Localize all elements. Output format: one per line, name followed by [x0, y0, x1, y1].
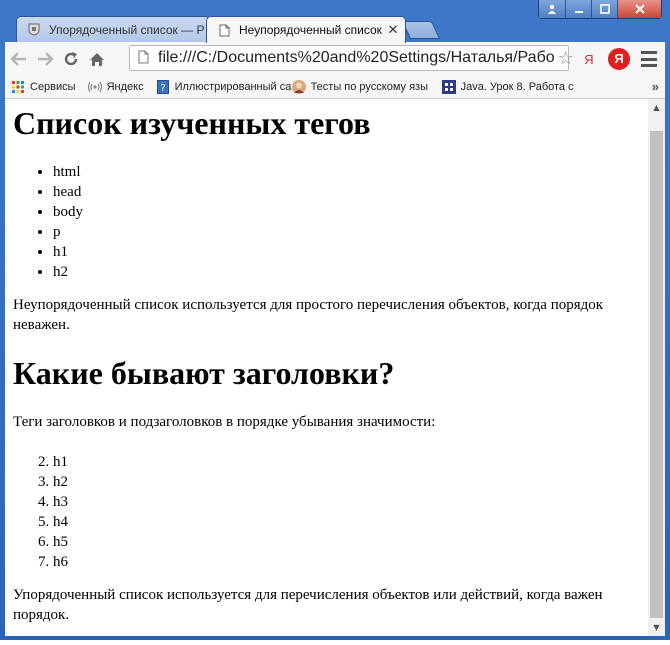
- forward-button[interactable]: [33, 47, 57, 71]
- close-icon: [635, 4, 645, 14]
- minimize-button[interactable]: [565, 0, 591, 18]
- minimize-icon: [574, 4, 584, 14]
- heading-learned-tags: Список изученных тегов: [13, 105, 371, 141]
- svg-text:?: ?: [159, 83, 166, 94]
- heading-list-item: 6. h5: [53, 532, 648, 552]
- bookmark-label: Тесты по русскому язы: [310, 81, 429, 93]
- bookmark-services[interactable]: [11, 80, 76, 94]
- tag-list-item: • h1: [53, 242, 648, 262]
- heading-list-item: 7. h6: [53, 552, 648, 572]
- yandex-badge-icon[interactable]: Я: [608, 48, 630, 70]
- vertical-scrollbar[interactable]: [648, 99, 665, 636]
- tab-label: Неупорядоченный список: [239, 23, 382, 37]
- tag-list-item: • head: [53, 182, 648, 202]
- hamburger-icon: [641, 51, 657, 54]
- tag-list-item: • body: [53, 202, 648, 222]
- heading-list-item: 5. h4: [53, 512, 648, 532]
- bookmarks-bar: [5, 76, 665, 99]
- arrow-right-icon: [37, 52, 53, 66]
- heading-list-item: 3. h2: [53, 472, 648, 492]
- tag-list-item: • h2: [53, 262, 648, 282]
- bookmark-yandex[interactable]: [88, 80, 144, 94]
- address-bar[interactable]: [129, 45, 574, 71]
- apps-grid-icon: [11, 80, 25, 94]
- paragraph-unordered: Неупорядоченный список используется для простого перечисления объектов, когда порядок неважен.: [13, 297, 604, 333]
- bookmark-label: Яндекс: [106, 81, 144, 93]
- url-text: file:///C:/Documents%20and%20Settings/Наталья/Рабо: [158, 49, 555, 66]
- tab-ordered-list[interactable]: [16, 16, 210, 42]
- profile-button[interactable]: [539, 0, 565, 18]
- reload-icon: [63, 51, 79, 67]
- bookmark-label: Иллюстрированный са: [174, 81, 292, 93]
- tab-close-icon[interactable]: ✕: [387, 22, 399, 37]
- back-button[interactable]: [7, 47, 31, 71]
- scroll-down-arrow-icon[interactable]: ▼: [653, 623, 660, 632]
- tag-list-item: • p: [53, 222, 648, 242]
- maximize-button[interactable]: [591, 0, 617, 18]
- arrow-left-icon: [11, 52, 27, 66]
- bookmark-label: Сервисы: [30, 81, 76, 93]
- shield-page-icon: [27, 23, 41, 37]
- headings-list: [13, 452, 648, 572]
- avatar-icon: [292, 80, 306, 94]
- java-grid-icon: [442, 80, 456, 94]
- paragraph-headings: Теги заголовков и подзаголовков в порядке убывания значимости:: [13, 414, 436, 430]
- bookmark-java-lesson[interactable]: [442, 80, 580, 94]
- maximize-icon: [600, 4, 610, 14]
- heading-list-item: 4. h3: [53, 492, 648, 512]
- more-bookmarks-icon[interactable]: »: [651, 79, 659, 94]
- help-book-icon: [156, 80, 170, 94]
- home-button[interactable]: [85, 47, 109, 71]
- paragraph-ordered: Упорядоченный список используется для перечисления объектов или действий, когда важен порядок.: [13, 587, 603, 623]
- reload-button[interactable]: [59, 47, 83, 71]
- page-icon: [138, 49, 152, 68]
- scroll-up-arrow-icon[interactable]: ▲: [653, 103, 660, 112]
- bookmark-russian-tests[interactable]: [292, 80, 430, 94]
- tags-list: [13, 162, 648, 282]
- close-window-button[interactable]: [617, 0, 661, 18]
- bookmark-star-icon[interactable]: ☆: [557, 47, 574, 69]
- home-icon: [89, 52, 105, 67]
- document-icon: [217, 23, 231, 37]
- new-tab-button[interactable]: [402, 21, 440, 39]
- yandex-button[interactable]: Я: [584, 52, 594, 67]
- window-controls: [538, 0, 662, 19]
- bookmark-illustrated[interactable]: [156, 80, 292, 94]
- document: [13, 99, 648, 645]
- title-bar: [0, 0, 670, 42]
- tab-label: Упорядоченный список — Р: [49, 22, 205, 37]
- heading-list-item: 2. h1: [53, 452, 648, 472]
- page-content: [5, 99, 648, 636]
- tab-unordered-list[interactable]: [206, 16, 406, 43]
- toolbar: [5, 42, 665, 76]
- broadcast-icon: [88, 80, 102, 94]
- heading-what-headings: Какие бывают заголовки?: [13, 355, 395, 391]
- bookmark-label: Java. Урок 8. Работа с: [460, 81, 574, 93]
- tag-list-item: • html: [53, 162, 648, 182]
- person-icon: [547, 4, 557, 14]
- menu-button[interactable]: [641, 51, 657, 67]
- scrollbar-thumb[interactable]: [650, 131, 663, 618]
